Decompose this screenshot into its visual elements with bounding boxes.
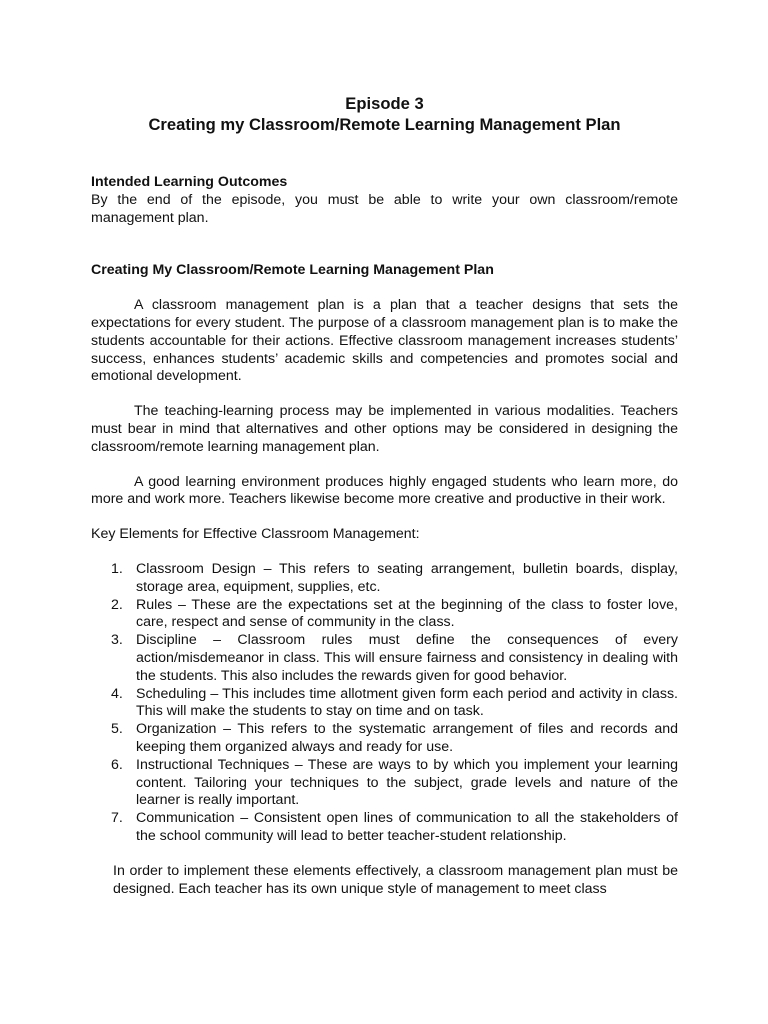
- list-item-number: 4.: [111, 685, 123, 702]
- episode-title: Creating my Classroom/Remote Learning Management Plan: [148, 115, 621, 134]
- list-item-text: Discipline – Classroom rules must define the consequences of every action/misdemeanor in class. This will ensure fairness and consistency in dealing with the students. This also includes the rewards given for good behavior.: [136, 632, 678, 684]
- list-item-text: Communication – Consistent open lines of communication to all the stakeholders of the school community will lead to better teacher-student relationship.: [136, 810, 678, 844]
- list-item-number: 2.: [111, 596, 123, 613]
- list-item-text: Classroom Design – This refers to seating arrangement, bulletin boards, display, storage area, equipment, supplies, etc.: [136, 560, 678, 595]
- key-elements-intro: Key Elements for Effective Classroom Management:: [91, 526, 420, 543]
- list-item: [91, 757, 678, 810]
- list-item: [91, 686, 678, 722]
- list-item: [91, 810, 678, 846]
- list-item-text: Scheduling – This includes time allotment given form each period and activity in class. This will make the students to stay on time and on task.: [136, 685, 678, 720]
- page-title: [91, 93, 678, 135]
- list-item-number: 5.: [111, 721, 123, 738]
- section-heading: Creating My Classroom/Remote Learning Management Plan: [91, 262, 494, 279]
- list-item-text: Rules – These are the expectations set at the beginning of the class to foster love, care, respect and sense of community in the class.: [136, 596, 678, 631]
- paragraph-1: A classroom management plan is a plan that a teacher designs that sets the expectations for every student. The purpose of a classroom management plan is to make the students accountable for their actions. Effective classroom management increases students’ success, enhances students’ academic skills and competencies and promotes social and emotional development.: [91, 297, 678, 385]
- document-page: [91, 93, 678, 898]
- list-item-number: 1.: [111, 560, 123, 577]
- paragraph-2: The teaching-learning process may be implemented in various modalities. Teachers must bear in mind that alternatives and other options may be considered in designing the classroom/remote learning management plan.: [91, 403, 678, 455]
- list-item-number: 3.: [111, 632, 123, 649]
- list-item: [91, 597, 678, 633]
- list-item-text: Organization – This refers to the systematic arrangement of files and records and keeping them organized always and ready for use.: [136, 721, 678, 755]
- episode-label: Episode 3: [345, 94, 424, 113]
- list-item: [91, 632, 678, 685]
- outcomes-text: By the end of the episode, you must be able to write your own classroom/remote management plan.: [91, 191, 678, 226]
- key-elements-list: [91, 561, 678, 846]
- list-item-number: 6.: [111, 756, 123, 773]
- list-item-number: 7.: [111, 810, 123, 827]
- paragraph-3: A good learning environment produces highly engaged students who learn more, do more and work more. Teachers likewise become more creative and productive in their work.: [91, 473, 678, 508]
- list-item-text: Instructional Techniques – These are ways to by which you implement your learning content. Tailoring your techniques to the subject, grade levels and nature of the learner is really important.: [136, 756, 678, 809]
- list-item: [91, 561, 678, 597]
- outcomes-heading: Intended Learning Outcomes: [91, 174, 288, 190]
- closing-paragraph: In order to implement these elements effectively, a classroom management plan must be designed. Each teacher has its own unique style of management to meet class: [113, 862, 678, 897]
- list-item: [91, 721, 678, 757]
